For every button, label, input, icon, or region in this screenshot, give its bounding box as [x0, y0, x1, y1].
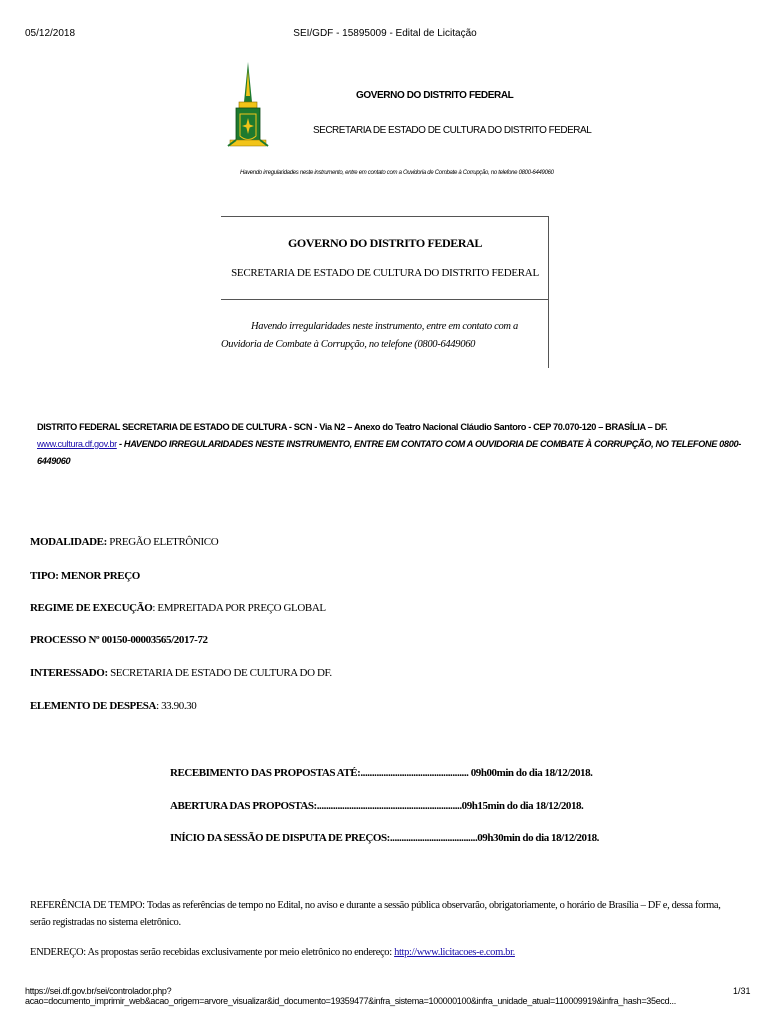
- print-page-number: 1/31: [733, 986, 751, 996]
- letterhead-government: GOVERNO DO DISTRITO FEDERAL: [356, 90, 514, 101]
- box-notice: Havendo irregularidades neste instrumento, entre em contato com a Ouvidoria de Combate à Corrupção, no telefone (0800-6449060: [221, 321, 518, 350]
- field-processo: [30, 634, 208, 646]
- letterhead-notice: Havendo irregularidades neste instrumento, entre em contato com a Ouvidoria de Combate à Corrupção, no telefone 0800-6449060: [240, 170, 554, 176]
- modalidade-label: MODALIDADE:: [30, 536, 107, 548]
- endereco: [30, 947, 515, 958]
- field-elemento: [30, 700, 196, 712]
- modalidade-value: PREGÃO ELETRÔNICO: [106, 536, 219, 548]
- print-title: SEI/GDF - 15895009 - Edital de Licitação: [293, 28, 477, 39]
- schedule-inicio: INÍCIO DA SESSÃO DE DISPUTA DE PREÇOS:......................................09h30min do dia 18/12/2018.: [170, 832, 599, 844]
- interessado-value: SECRETARIA DE ESTADO DE CULTURA DO DF.: [107, 667, 332, 679]
- time-reference: REFERÊNCIA DE TEMPO: Todas as referências de tempo no Edital, no aviso e durante a sessão pública observarão, obrigatoriamente, o horário de Brasília – DF e, dessa forma, serão registradas no sistema eletrônico.: [30, 900, 721, 928]
- elemento-value: : 33.90.30: [156, 700, 197, 712]
- licitacoes-link[interactable]: http://www.licitacoes-e.com.br.: [394, 947, 515, 958]
- schedule-recebimento: RECEBIMENTO DAS PROPOSTAS ATÉ:............................................... 09h00min do dia 18/12/2018.: [170, 767, 593, 779]
- interessado-label: INTERESSADO:: [30, 667, 108, 679]
- letterhead-secretariat: SECRETARIA DE ESTADO DE CULTURA DO DISTRITO FEDERAL: [313, 125, 592, 136]
- header-box: [221, 216, 549, 300]
- endereco-text: ENDEREÇO: As propostas serão recebidas exclusivamente por meio eletrônico no endereço:: [30, 947, 395, 958]
- address-notice: - HAVENDO IRREGULARIDADES NESTE INSTRUMENTO, ENTRE EM CONTATO COM A OUVIDORIA DE COMBATE À CORRUPÇÃO, NO TELEFONE 0800-6449060: [37, 439, 741, 466]
- tipo-label: TIPO: MENOR PREÇO: [30, 570, 140, 582]
- field-regime: [30, 602, 326, 614]
- box-secretariat: SECRETARIA DE ESTADO DE CULTURA DO DISTRITO FEDERAL: [231, 267, 539, 279]
- field-tipo: [30, 570, 140, 582]
- box-government: GOVERNO DO DISTRITO FEDERAL: [287, 236, 482, 250]
- field-modalidade: [30, 536, 218, 548]
- address-block: [37, 419, 745, 470]
- coat-of-arms-icon: [222, 60, 274, 152]
- cultura-link[interactable]: www.cultura.df.gov.br: [37, 439, 117, 449]
- regime-value: : EMPREITADA POR PREÇO GLOBAL: [152, 602, 326, 614]
- address-text: DISTRITO FEDERAL SECRETARIA DE ESTADO DE CULTURA - SCN - Via N2 – Anexo do Teatro Nacional Cláudio Santoro - CEP 70.070-120 – BRASÍLIA – DF.: [37, 422, 668, 432]
- elemento-label: ELEMENTO DE DESPESA: [30, 700, 157, 712]
- field-interessado: [30, 667, 332, 679]
- print-date: 05/12/2018: [25, 28, 76, 39]
- schedule-abertura: ABERTURA DAS PROPOSTAS:...............................................................09h15min do dia 18/12/2018.: [170, 800, 584, 812]
- print-url: https://sei.df.gov.br/sei/controlador.php?acao=documento_imprimir_web&acao_origem=arvore_visualizar&id_documento=19359477&infra_sistema=100000100&infra_unidade_atual=110009919&infra_hash=35ecd...: [25, 986, 676, 1006]
- processo-label: PROCESSO Nº 00150-00003565/2017-72: [30, 634, 208, 646]
- regime-label: REGIME DE EXECUÇÃO: [30, 602, 153, 614]
